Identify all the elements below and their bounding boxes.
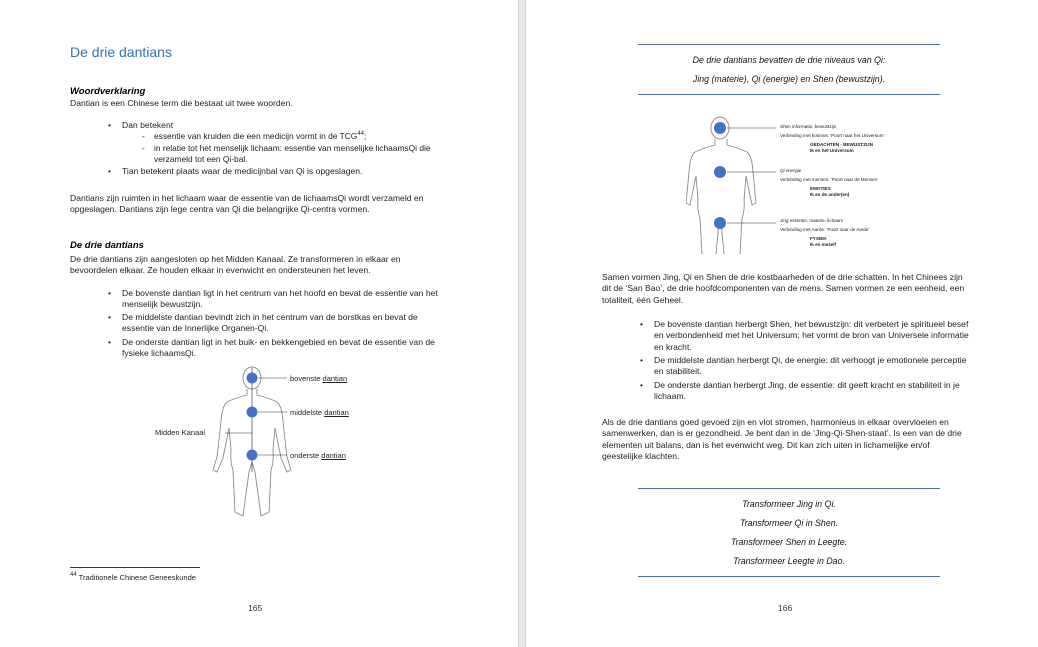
shen-dot (714, 122, 726, 134)
page-gutter (518, 0, 526, 647)
bullet-icon: • (108, 120, 112, 130)
quote-rule-bottom (638, 576, 940, 577)
page-title: De drie dantians (70, 44, 172, 60)
left-page (0, 0, 518, 647)
footnote-ref[interactable]: 44 (357, 131, 364, 137)
right-page (526, 0, 1038, 647)
list-item: • De bovenste dantian ligt in het centrum van het hoofd en bevat de essentie van het menselijk bewustzijn. (108, 288, 438, 310)
quote-line: Transformeer Shen in Leegte. (730, 537, 848, 547)
quote-line: Transformeer Jing in Qi. (742, 499, 836, 509)
page-number: 165 (248, 603, 263, 613)
quote-rule-bottom (638, 94, 940, 95)
paragraph: Samen vormen Jing, Qi en Shen de drie kostbaarheden of de drie schatten. In het Chinees zijn dit de ‘San Bao’, de drie hoofdcomponenten van de mens. Samen vormen ze een eenheid, een totaliteit, één Geheel. (602, 272, 965, 305)
list-item: • De onderste dantian ligt in het buik- en bekkengebied en bevat de essentie van de fysieke lichaamsQi. (108, 337, 435, 359)
bullet-icon: • (108, 166, 112, 176)
bullet-icon: • (640, 355, 644, 365)
upper-dantian-label: bovenste dantian (290, 374, 348, 383)
page-number: 166 (778, 603, 793, 613)
lower-dantian-label: onderste dantian (290, 451, 346, 460)
section-heading-woordverklaring: Woordverklaring (70, 86, 146, 97)
quote-line: Jing (materie), Qi (energie) en Shen (bewustzijn). (692, 74, 886, 84)
footnote: $^{44}$ Traditionele Chinese Geneeskunde (70, 572, 196, 582)
list-subitem: - essentie van kruiden die een medicijn vormt in de TCG$^{44}$; (142, 131, 367, 141)
jing-dot (714, 217, 726, 229)
paragraph: Als de drie dantians goed gevoed zijn en vlot stromen, harmonieus in elkaar overvloeien en samenwerken, dan is er gezondheid. Je bent dan in de ‘Jing-Qi-Shen-staat’. Is een van de drie elementen uit balans, dan is het evenwicht weg. Dit kan zich uiten in lichamelijke en/of geestelijke klachten. (602, 417, 962, 462)
bullet-icon: • (640, 380, 644, 390)
upper-dantian-dot (247, 373, 258, 384)
middle-dantian-label: middelste dantian (290, 408, 349, 417)
bullet-icon: • (108, 337, 112, 347)
quote-line: Transformeer Leegte in Dao. (733, 556, 845, 566)
quote-rule-top (638, 488, 940, 489)
middle-dantian-dot (247, 407, 258, 418)
list-item: • De bovenste dantian herbergt Shen, het bewustzijn: dit verbetert je spiritueel besef en verbondenheid met het Universum; het vormt de bron van Universele informatie en kracht. (640, 319, 969, 352)
paragraph: De drie dantians zijn aangesloten op het Midden Kanaal. Ze transformeren in elkaar en bevoordelen elkaar. Ze houden elkaar in evenwicht en ondersteunen het leven. (70, 254, 401, 276)
lower-dantian-dot (247, 450, 258, 461)
paragraph: Dantians zijn ruimten in het lichaam waar de essentie van de lichaamsQi wordt verzameld en opgeslagen. Dantians zijn lege centra van Qi die belangrijke Qi-centra vormen. (70, 193, 424, 215)
list-item: • De middelste dantian bevindt zich in het centrum van de borstkas en bevat de essentie van de Innerlijke Organen-Qi. (108, 312, 418, 334)
quote-line: Transformeer Qi in Shen. (739, 518, 839, 528)
list-subitem: - in relatie tot het menselijk lichaam: essentie van menselijke lichaamsQi die verzameld tot een Qi-bal. (142, 143, 431, 164)
qi-annotation: Qi energie Verbinding met mensen: 'Poort naar de Mensen' EMOTIES Ik en de ander(en) (780, 168, 879, 197)
list-item: • De middelste dantian herbergt Qi, de energie: dit verhoogt je emotionele perceptie en stabiliteit. (640, 355, 967, 377)
bullet-icon: • (108, 288, 112, 298)
footnote-divider (70, 567, 200, 568)
qi-dot (714, 166, 726, 178)
quote-rule-top (638, 44, 940, 45)
jing-annotation: Jing essentie, materie, lichaam Verbinding met Aarde: 'Poort naar de Aarde' FYSIEK Ik en mezelf (780, 218, 870, 247)
section-heading-drie-dantians: De drie dantians (70, 240, 144, 251)
shen-annotation: Shen informatie, bewustzijn Verbinding met kosmos: 'Poort naar het Universum' GEDACHTEN - BEWUSTZIJN Ik en het Universum (780, 124, 885, 153)
body-figure (195, 362, 315, 522)
midden-kanaal-label: Midden Kanaal (155, 428, 206, 437)
list-item: • Tian betekent plaats waar de medicijnbal van Qi is opgeslagen. (108, 166, 363, 176)
list-item: • Dan betekent (108, 120, 174, 130)
bullet-icon: • (108, 312, 112, 322)
bullet-icon: • (640, 319, 644, 329)
quote-line: De drie dantians bevatten de drie niveaus van Qi: (692, 55, 886, 65)
list-item: • De onderste dantian herbergt Jing, de essentie: dit geeft kracht en stabiliteit in je lichaam. (640, 380, 960, 402)
intro-text: Dantian is een Chinese term die bestaat uit twee woorden. (70, 98, 293, 108)
